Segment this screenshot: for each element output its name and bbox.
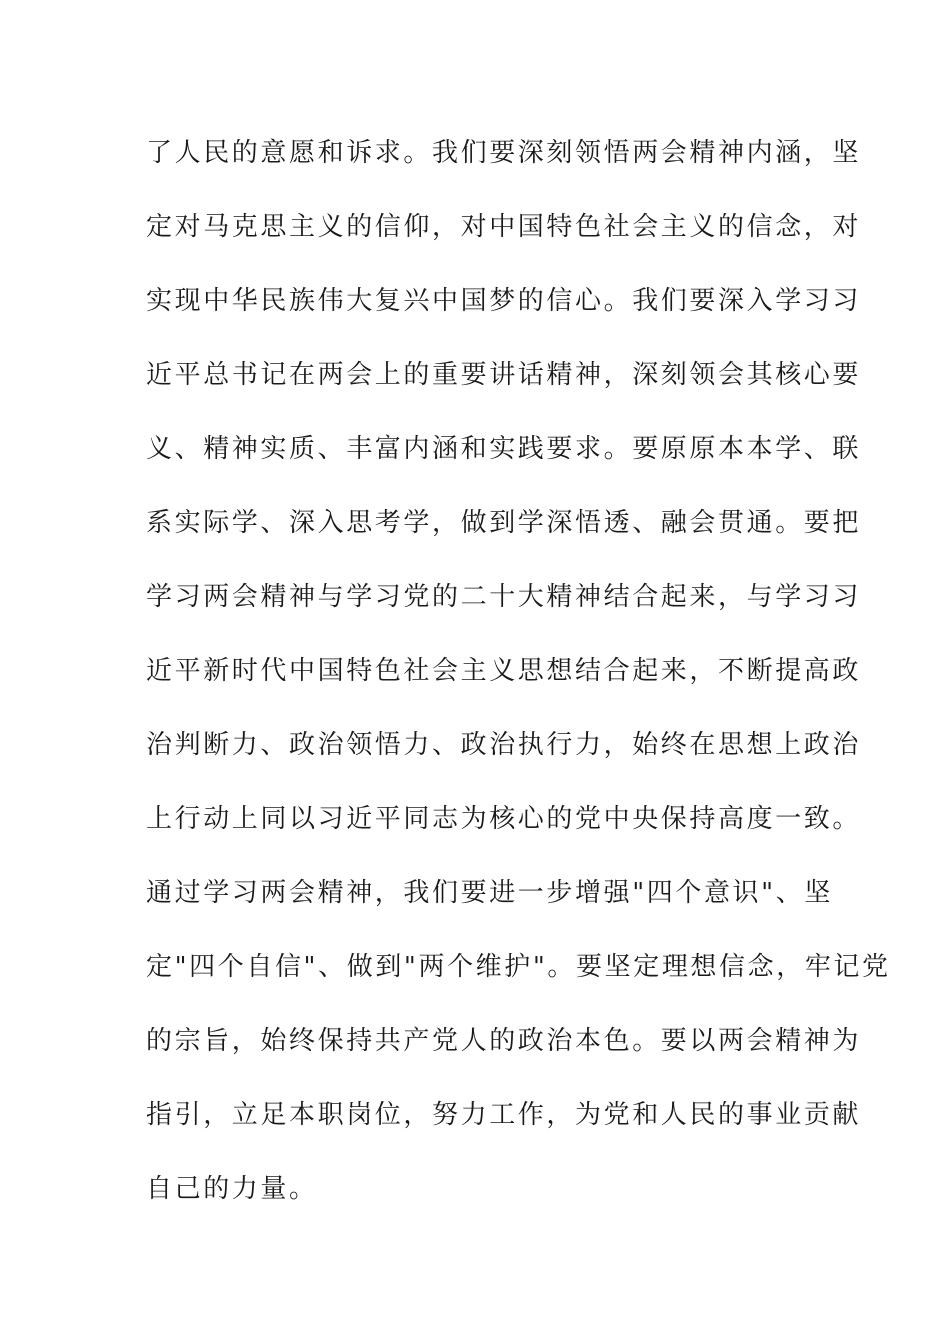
body-text xyxy=(146,128,891,1238)
text-line-9: 治判断力、政治领悟力、政治执行力，始终在思想上政治 xyxy=(146,730,862,760)
text-line-6: 系实际学、深入思考学，做到学深悟透、融会贯通。要把 xyxy=(146,508,862,538)
text-line-5: 义、精神实质、丰富内涵和实践要求。要原原本本学、联 xyxy=(146,434,862,464)
text-line-14: 指引，立足本职岗位，努力工作，为党和人民的事业贡献 xyxy=(146,1100,862,1130)
text-line-1: 了人民的意愿和诉求。我们要深刻领悟两会精神内涵，坚 xyxy=(146,138,862,168)
text-line-2: 定对马克思主义的信仰，对中国特色社会主义的信念，对 xyxy=(146,212,862,242)
text-line-10: 上行动上同以习近平同志为核心的党中央保持高度一致。 xyxy=(146,804,862,834)
text-line-12: 定"四个自信"、做到"两个维护"。要坚定理想信念，牢记党 xyxy=(146,952,891,982)
text-line-7: 学习两会精神与学习党的二十大精神结合起来，与学习习 xyxy=(146,582,862,612)
text-line-4: 近平总书记在两会上的重要讲话精神，深刻领会其核心要 xyxy=(146,360,862,390)
text-line-13: 的宗旨，始终保持共产党人的政治本色。要以两会精神为 xyxy=(146,1026,862,1056)
text-line-11: 通过学习两会精神，我们要进一步增强"四个意识"、坚 xyxy=(146,878,833,908)
text-line-8: 近平新时代中国特色社会主义思想结合起来，不断提高政 xyxy=(146,656,862,686)
text-line-3: 实现中华民族伟大复兴中国梦的信心。我们要深入学习习 xyxy=(146,286,862,316)
text-line-15: 自己的力量。 xyxy=(146,1174,318,1204)
